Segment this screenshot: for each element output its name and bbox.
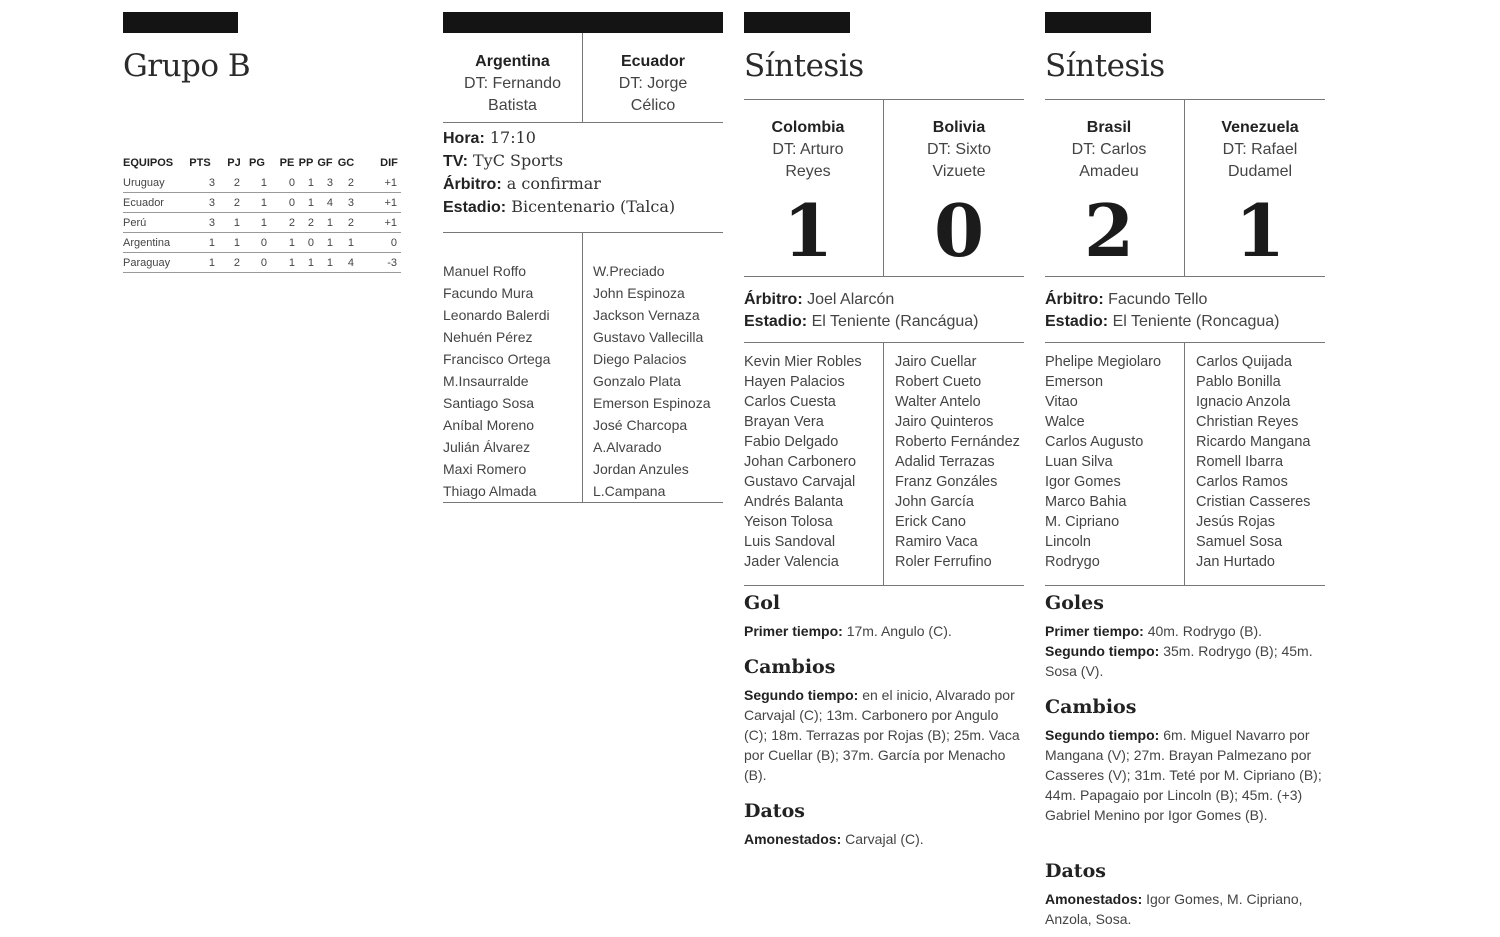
- stat-cell: 2: [347, 217, 354, 229]
- player-name: Jairo Cuellar: [895, 354, 977, 370]
- synthesis-title: Síntesis: [744, 48, 864, 84]
- player-name: Lincoln: [1045, 534, 1091, 550]
- stat-cell: +1: [384, 177, 397, 189]
- player-name: Jader Valencia: [744, 554, 839, 570]
- stat-cell: 1: [260, 217, 267, 229]
- player-name: Emerson Espinoza: [593, 395, 711, 411]
- player-name: Adalid Terrazas: [895, 454, 995, 470]
- subs-text: [744, 685, 1022, 785]
- stadium-label: Estadio:: [744, 313, 808, 330]
- period-label: Primer tiempo:: [1045, 623, 1144, 639]
- player-name: Rodrygo: [1045, 554, 1100, 570]
- stat-cell: 1: [288, 237, 295, 249]
- info-row: [443, 173, 675, 196]
- divider: [744, 99, 1024, 100]
- away-score: 1: [1234, 188, 1286, 273]
- cards-text: [744, 829, 1024, 849]
- stat-cell: 4: [326, 197, 333, 209]
- stat-cell: 2: [233, 197, 240, 209]
- player-name: José Charcopa: [593, 417, 688, 433]
- coach-line: Vizuete: [932, 163, 986, 180]
- home-team-header: [744, 117, 872, 183]
- coach-line: Dudamel: [1227, 163, 1293, 180]
- goals-heading: Goles: [1045, 592, 1104, 614]
- header-cell: PE: [279, 157, 295, 169]
- period-label: Segundo tiempo:: [1045, 727, 1160, 743]
- player-name: Emerson: [1045, 374, 1104, 390]
- info-label: Árbitro:: [443, 176, 502, 193]
- referee-line: [1045, 289, 1207, 311]
- stat-cell: 1: [326, 217, 333, 229]
- stat-cell: 2: [233, 177, 240, 189]
- header-cell: DIF: [380, 157, 398, 169]
- player-name: Carlos Ramos: [1196, 474, 1288, 490]
- info-label: TV:: [443, 153, 468, 170]
- info-value: a confirmar: [501, 174, 601, 193]
- stat-cell: 0: [390, 237, 397, 249]
- home-lineup: [443, 260, 550, 502]
- player-name: Robert Cueto: [895, 374, 982, 390]
- stat-cell: 1: [307, 257, 314, 269]
- player-name: Ricardo Mangana: [1196, 434, 1311, 450]
- divider: [883, 342, 884, 585]
- stat-cell: 1: [233, 237, 240, 249]
- stat-cell: +1: [384, 197, 397, 209]
- stat-cell: 0: [288, 177, 295, 189]
- stat-cell: 1: [260, 197, 267, 209]
- synthesis-title: Síntesis: [1045, 48, 1165, 84]
- info-row: [443, 150, 675, 173]
- home-lineup: [1045, 352, 1161, 572]
- away-team-header: [1195, 117, 1325, 183]
- stat-cell: 1: [307, 177, 314, 189]
- table-row: [123, 173, 401, 193]
- header-cell: PJ: [227, 157, 241, 169]
- player-name: A.Alvarado: [593, 439, 662, 455]
- home-team-header: [1045, 117, 1173, 183]
- player-name: Romell Ibarra: [1196, 454, 1284, 470]
- divider: [1045, 585, 1325, 586]
- divider: [1184, 342, 1185, 585]
- stat-cell: -3: [387, 257, 397, 269]
- coach-line: DT: Arturo: [772, 141, 844, 158]
- stat-cell: 3: [208, 197, 215, 209]
- player-name: M. Cipriano: [1045, 514, 1120, 530]
- coach-line: Reyes: [785, 163, 831, 180]
- header-cell: PP: [298, 157, 314, 169]
- info-value: TyC Sports: [467, 151, 564, 170]
- player-name: Jordan Anzules: [593, 461, 689, 477]
- goals-text: [1045, 621, 1325, 681]
- player-name: Gustavo Carvajal: [744, 474, 856, 490]
- divider: [744, 585, 1024, 586]
- goals-detail: 35m. Rodrygo (B); 45m. Sosa (V).: [1045, 643, 1313, 679]
- player-name: Nehuén Pérez: [443, 329, 533, 345]
- cards-label: Amonestados:: [744, 831, 842, 847]
- stat-cell: 2: [347, 177, 354, 189]
- stat-cell: 1: [288, 257, 295, 269]
- table-row: [123, 193, 401, 213]
- coach-line: Amadeu: [1079, 163, 1139, 180]
- player-name: Samuel Sosa: [1196, 534, 1283, 550]
- home-score: 1: [782, 188, 834, 273]
- stat-cell: 1: [326, 257, 333, 269]
- cards-detail: Igor Gomes, M. Cipriano, Anzola, Sosa.: [1045, 891, 1303, 927]
- team-name: Colombia: [771, 119, 845, 136]
- player-name: Francisco Ortega: [443, 351, 551, 367]
- player-name: Manuel Roffo: [443, 263, 527, 279]
- team-name: Bolivia: [932, 119, 986, 136]
- stat-cell: 2: [233, 257, 240, 269]
- header-cell: EQUIPOS: [123, 157, 174, 169]
- player-name: Kevin Mier Robles: [744, 354, 862, 370]
- goals-heading: Gol: [744, 592, 781, 614]
- stat-cell: 0: [307, 237, 314, 249]
- coach-line: Célico: [630, 97, 676, 114]
- team-name: Brasil: [1086, 119, 1132, 136]
- player-name: Thiago Almada: [443, 483, 537, 499]
- player-name: Carlos Cuesta: [744, 394, 836, 410]
- player-name: Fabio Delgado: [744, 434, 839, 450]
- player-name: Gustavo Vallecilla: [593, 329, 704, 345]
- away-score: 0: [933, 188, 985, 273]
- info-label: Hora:: [443, 130, 485, 147]
- team-cell: Argentina: [123, 237, 171, 249]
- period-label: Primer tiempo:: [744, 623, 843, 639]
- team-name: Argentina: [475, 53, 550, 70]
- referee-value: Joel Alarcón: [802, 291, 895, 308]
- stat-cell: 1: [326, 237, 333, 249]
- team-cell: Ecuador: [123, 197, 164, 209]
- team-name: Venezuela: [1221, 119, 1299, 136]
- stat-cell: 3: [326, 177, 333, 189]
- player-name: Andrés Balanta: [744, 494, 844, 510]
- goals-detail: 40m. Rodrygo (B).: [1143, 623, 1263, 639]
- player-name: M.Insaurralde: [443, 373, 529, 389]
- stadium-label: Estadio:: [1045, 313, 1109, 330]
- team-cell: Uruguay: [123, 177, 165, 189]
- info-row: [443, 196, 675, 219]
- goals-text: [744, 621, 1024, 641]
- player-name: John García: [895, 494, 974, 510]
- header-cell: GC: [337, 157, 355, 169]
- stadium-value: El Teniente (Roncagua): [1108, 313, 1280, 330]
- standings-header: [123, 153, 401, 173]
- player-name: Phelipe Megiolaro: [1045, 354, 1162, 370]
- match-info: [443, 127, 675, 219]
- stat-cell: 1: [208, 257, 215, 269]
- stat-cell: 1: [233, 217, 240, 229]
- divider: [1045, 342, 1325, 343]
- coach-line: DT: Jorge: [618, 75, 688, 92]
- info-label: Estadio:: [443, 199, 507, 216]
- stat-cell: 1: [307, 197, 314, 209]
- divider: [883, 99, 884, 276]
- table-row: [123, 253, 401, 273]
- stat-cell: +1: [384, 217, 397, 229]
- goals-detail: 17m. Angulo (C).: [842, 623, 952, 639]
- stadium-line: [1045, 311, 1280, 333]
- player-name: Christian Reyes: [1196, 414, 1299, 430]
- divider: [744, 276, 1024, 277]
- stat-cell: 3: [347, 197, 354, 209]
- player-name: Jesús Rojas: [1196, 514, 1275, 530]
- divider: [582, 232, 583, 502]
- player-name: Jan Hurtado: [1196, 554, 1275, 570]
- subs-heading: Cambios: [744, 656, 836, 678]
- coach-line: DT: Carlos: [1071, 141, 1147, 158]
- stat-cell: 1: [208, 237, 215, 249]
- stat-cell: 0: [288, 197, 295, 209]
- player-name: Julián Álvarez: [443, 439, 531, 455]
- player-name: Cristian Casseres: [1196, 494, 1311, 510]
- coach-line: DT: Sixto: [926, 141, 991, 158]
- team-name: Ecuador: [620, 53, 685, 70]
- info-row: [443, 127, 675, 150]
- player-name: Aníbal Moreno: [443, 417, 535, 433]
- player-name: Leonardo Balerdi: [443, 307, 550, 323]
- divider: [744, 342, 1024, 343]
- data-heading: Datos: [1045, 860, 1106, 882]
- table-row: [123, 213, 401, 233]
- stat-cell: 4: [347, 257, 354, 269]
- stat-cell: 2: [307, 217, 314, 229]
- player-name: Jackson Vernaza: [593, 307, 700, 323]
- stat-cell: 1: [347, 237, 354, 249]
- subs-text: [1045, 725, 1327, 825]
- player-name: Facundo Mura: [443, 285, 534, 301]
- player-name: Carlos Quijada: [1196, 354, 1292, 370]
- player-name: Ramiro Vaca: [895, 534, 978, 550]
- referee-value: Facundo Tello: [1103, 291, 1208, 308]
- player-name: Jairo Quinteros: [895, 414, 994, 430]
- home-team-header: [443, 51, 582, 117]
- player-name: Roberto Fernández: [895, 434, 1020, 450]
- table-row: [123, 233, 401, 253]
- player-name: Vitao: [1045, 394, 1078, 410]
- referee-label: Árbitro:: [744, 291, 803, 308]
- cards-detail: Carvajal (C).: [841, 831, 924, 847]
- divider: [1045, 276, 1325, 277]
- divider: [443, 502, 723, 503]
- team-cell: Perú: [123, 217, 147, 229]
- player-name: Diego Palacios: [593, 351, 687, 367]
- player-name: Maxi Romero: [443, 461, 527, 477]
- player-name: Marco Bahia: [1045, 494, 1127, 510]
- divider: [1184, 99, 1185, 276]
- stat-cell: 3: [208, 177, 215, 189]
- header-cell: GF: [317, 157, 333, 169]
- header-cell: PG: [249, 157, 265, 169]
- home-score: 2: [1083, 188, 1135, 273]
- data-heading: Datos: [744, 800, 805, 822]
- subs-heading: Cambios: [1045, 696, 1137, 718]
- divider: [443, 122, 723, 123]
- info-value: Bicentenario (Talca): [506, 197, 676, 216]
- player-name: Gonzalo Plata: [593, 373, 681, 389]
- stat-cell: 2: [288, 217, 295, 229]
- stat-cell: 3: [208, 217, 215, 229]
- player-name: L.Campana: [593, 483, 666, 499]
- player-name: Igor Gomes: [1045, 474, 1121, 490]
- player-name: Carlos Augusto: [1045, 434, 1144, 450]
- section-bar: [744, 12, 850, 33]
- cards-label: Amonestados:: [1045, 891, 1143, 907]
- player-name: Erick Cano: [895, 514, 966, 530]
- stadium-value: El Teniente (Rancágua): [807, 313, 979, 330]
- period-label: Segundo tiempo:: [744, 687, 859, 703]
- stat-cell: 0: [260, 237, 267, 249]
- coach-line: Batista: [488, 97, 537, 114]
- player-name: W.Preciado: [593, 263, 665, 279]
- stat-cell: 1: [260, 177, 267, 189]
- section-bar: [443, 12, 723, 33]
- away-team-header: [894, 117, 1024, 183]
- header-cell: PTS: [189, 157, 211, 169]
- referee-label: Árbitro:: [1045, 291, 1104, 308]
- player-name: John Espinoza: [593, 285, 685, 301]
- player-name: Johan Carbonero: [744, 454, 857, 470]
- player-name: Yeison Tolosa: [744, 514, 833, 530]
- player-name: Franz Gonzáles: [895, 474, 998, 490]
- section-bar: [123, 12, 238, 33]
- section-bar: [1045, 12, 1151, 33]
- player-name: Hayen Palacios: [744, 374, 845, 390]
- stadium-line: [744, 311, 979, 333]
- player-name: Walter Antelo: [895, 394, 981, 410]
- away-team-header: [583, 51, 723, 117]
- home-lineup: [744, 352, 862, 572]
- cards-text: [1045, 889, 1325, 929]
- stat-cell: 0: [260, 257, 267, 269]
- period-label: Segundo tiempo:: [1045, 643, 1160, 659]
- player-name: Pablo Bonilla: [1196, 374, 1281, 390]
- referee-line: [744, 289, 894, 311]
- away-lineup: [1196, 352, 1310, 572]
- group-title: Grupo B: [123, 48, 251, 84]
- coach-line: DT: Fernando: [464, 75, 561, 92]
- standings-table: [123, 153, 401, 273]
- player-name: Santiago Sosa: [443, 395, 535, 411]
- away-lineup: [895, 352, 1020, 572]
- player-name: Walce: [1045, 414, 1085, 430]
- player-name: Ignacio Anzola: [1196, 394, 1291, 410]
- player-name: Brayan Vera: [744, 414, 824, 430]
- player-name: Luis Sandoval: [744, 534, 836, 550]
- subs-detail: 6m. Miguel Navarro por Mangana (V); 27m. Brayan Palmezano por Casseres (V); 31m. Teté por M. Cipriano (B); 44m. Papagaio por Lincoln (B); 45m. (+3) Gabriel Menino por Igor Gomes (B).: [1045, 727, 1322, 823]
- divider: [1045, 99, 1325, 100]
- subs-detail: en el inicio, Alvarado por Carvajal (C); 13m. Carbonero por Angulo (C); 18m. Terrazas por Rojas (B); 25m. Vaca por Cuellar (B); 37m. García por Menacho (B).: [744, 687, 1020, 783]
- away-lineup: [593, 260, 711, 502]
- info-value: 17:10: [484, 128, 536, 147]
- team-cell: Paraguay: [123, 257, 171, 269]
- divider: [443, 232, 723, 233]
- coach-line: DT: Rafael: [1222, 141, 1298, 158]
- player-name: Luan Silva: [1045, 454, 1113, 470]
- player-name: Roler Ferrufino: [895, 554, 992, 570]
